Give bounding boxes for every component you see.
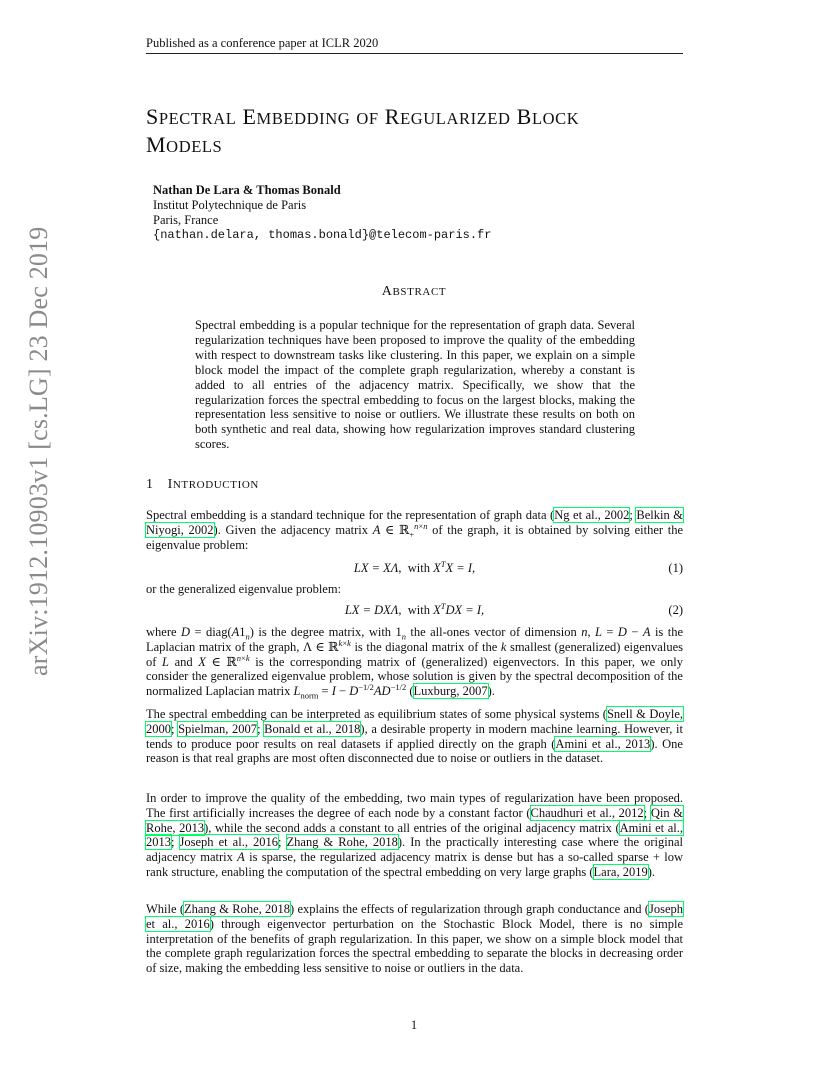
citation-link[interactable]: Qin & Rohe, 2013 — [146, 805, 683, 835]
author-affiliation: Institut Polytechnique de Paris — [153, 198, 307, 212]
abstract-heading: ABSTRACT — [381, 284, 447, 299]
page-number: 1 — [410, 1018, 418, 1032]
intro-paragraph-3: The spectral embedding can be interpreted as equilibrium states of some physical systems (Snell & Doyle, 2000; Spielman, 2007; Bonald et al., 2018), a desirable property in modern machine learning. However, it tends to produce poor results on real datasets if applied directly on the graph (Amini et al., 2013). One reason is that real graphs are most often disconnected due to noise or outliers in the dataset. — [146, 707, 684, 766]
author-block — [153, 183, 491, 243]
author-names: Nathan De Lara & Thomas Bonald — [153, 183, 341, 197]
citation-link[interactable]: Amini et al., 2013 — [555, 736, 651, 751]
intro-paragraph-2: where $D = diag(A1_n)$ is the degree matrix, with $1_n$ the all-ones vector of dimension n, L = D − A is the Laplacian matrix of the graph, Λ ∈ ℝ$^{k\times k}$ is the diagonal matrix of the k smallest (generalized) eigenvalues of L and X ∈ ℝ$^{n\times k}$ is the corresponding matrix of (generalized) eigenvectors. In this paper, we only consider the generalized eigenvalue problem, whose solution is given by the spectral decomposition of the normalized Laplacian matrix $L_{norm} = I - D^{-1/2}AD^{-1/2}$ (Luxburg, 2007). — [146, 625, 684, 701]
citation-link[interactable]: Zhang & Rohe, 2018 — [286, 835, 398, 850]
author-email[interactable]: {nathan.delara, thomas.bonald}@telecom-paris.fr — [153, 228, 492, 242]
abstract-text: Spectral embedding is a popular technique for the representation of graph data. Several regularization techniques have been proposed to improve the quality of the embedding with respect to downstream tasks like clustering. In this paper, we explain on a simple block model the impact of the complete graph regularization, whereby a constant is added to all entries of the adjacency matrix. Specifically, we show that the regularization forces the spectral embedding to focus on the largest blocks, making the representation less sensitive to noise or outliers. We illustrate these results on both on both synthetic and real data, showing how regularization improves standard clustering scores. — [195, 318, 635, 452]
section-heading-introduction: 1 INTRODUCTION — [146, 477, 259, 492]
citation-link[interactable]: Belkin & Niyogi, 2002 — [146, 508, 683, 537]
equation-number: (2) — [668, 603, 683, 617]
equation-number: (1) — [668, 561, 683, 575]
equation-1: LX = XΛ, with $X^TX = I$, (1) — [353, 558, 683, 575]
arxiv-stamp: arXiv:1912.10903v1 [cs.LG] 23 Dec 2019 — [24, 226, 53, 676]
intro-paragraph-4: In order to improve the quality of the embedding, two main types of regularization have been proposed. The first artificially increases the degree of each node by a constant factor (Chaudhuri et al., 2012; Qin & Rohe, 2013), while the second adds a constant to all entries of the original adjacency matrix (Amini et al., 2013; Joseph et al., 2016; Zhang & Rohe, 2018). In the practically interesting case where the original adjacency matrix A is sparse, the regularized adjacency matrix is dense but has a so-called sparse + low rank structure, enabling the computation of the spectral embedding on very large graphs (Lara, 2019). — [146, 791, 683, 879]
paper-title: SPECTRAL EMBEDDING OF REGULARIZED BLOCK MODELS — [146, 104, 580, 157]
citation-link[interactable]: Spielman, 2007 — [178, 721, 258, 736]
citation-link[interactable]: Snell & Doyle, 2000 — [146, 707, 684, 736]
between-equations-text: or the generalized eigenvalue problem: — [146, 582, 342, 596]
arxiv-sidebar — [24, 226, 68, 720]
citation-link[interactable]: Zhang & Rohe, 2018 — [184, 902, 291, 916]
citation-link[interactable]: Bonald et al., 2018 — [264, 721, 361, 736]
intro-paragraph-1: Spectral embedding is a standard technique for the representation of graph data (Ng et al., 2002; Belkin & Niyogi, 2002). Given the adjacency matrix A ∈ ℝ$_+^{n\times n}$ of the graph, it is obtained by solving either the eigenvalue problem: — [146, 508, 683, 552]
citation-link[interactable]: Chaudhuri et al., 2012 — [530, 805, 644, 820]
author-location: Paris, France — [153, 213, 219, 227]
header-rule — [146, 53, 683, 54]
running-header: Published as a conference paper at ICLR 2020 — [146, 36, 379, 50]
citation-link[interactable]: Ng et al., 2002 — [554, 508, 630, 522]
citation-link[interactable]: Amini et al., 2013 — [146, 820, 683, 850]
citation-link[interactable]: Joseph et al., 2016 — [146, 902, 683, 931]
citation-link[interactable]: Joseph et al., 2016 — [179, 835, 279, 850]
intro-paragraph-5: While (Zhang & Rohe, 2018) explains the effects of regularization through graph conductance and (Joseph et al., 2016) through eigenvector perturbation on the Stochastic Block Model, there is no simple interpretation of the benefits of graph regularization. In this paper, we show on a simple block model that the complete graph regularization forces the spectral embedding to separate the blocks in decreasing order of size, making the embedding less sensitive to noise or outliers in the data. — [146, 902, 684, 976]
equation-2: LX = DXΛ, with $X^TDX = I$, (2) — [344, 600, 683, 617]
citation-link[interactable]: Lara, 2019 — [593, 864, 648, 879]
citation-link[interactable]: Luxburg, 2007 — [413, 684, 488, 699]
